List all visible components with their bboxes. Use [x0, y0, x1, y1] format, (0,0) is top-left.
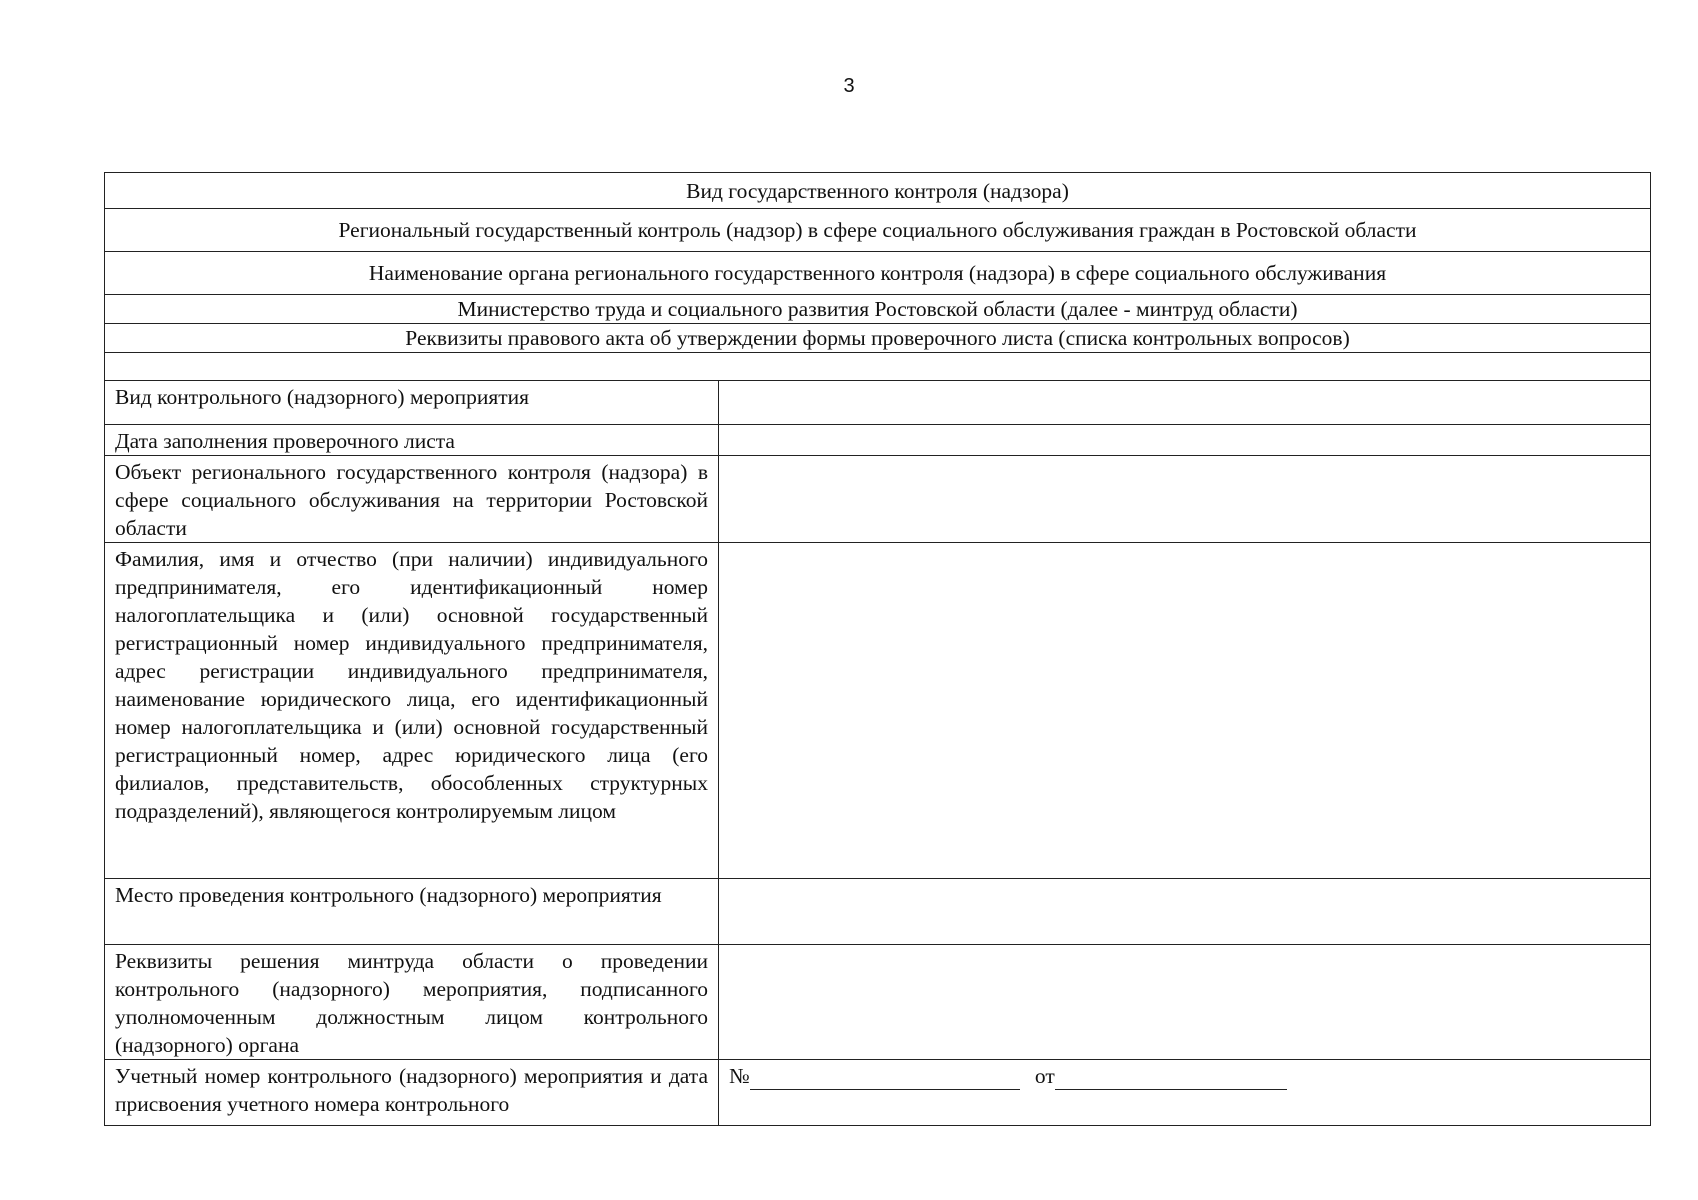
field-value-control-object[interactable]	[719, 456, 1651, 543]
legal-act-heading: Реквизиты правового акта об утверждении формы проверочного листа (списка контрольных вопросов)	[105, 324, 1651, 353]
authority-heading: Наименование органа регионального государственного контроля (надзора) в сфере социального обслуживания	[105, 252, 1651, 295]
from-word: от	[1034, 1064, 1055, 1088]
table-row	[105, 381, 1651, 425]
table-row	[105, 543, 1651, 879]
header-row-legal-act-heading	[105, 324, 1651, 353]
header-row-authority-heading	[105, 252, 1651, 295]
header-row-control-type	[105, 173, 1651, 209]
field-value-event-place[interactable]	[719, 879, 1651, 945]
table-row	[105, 945, 1651, 1060]
field-label-control-object: Объект регионального государственного контроля (надзора) в сфере социального обслуживания на территории Ростовской области	[105, 456, 719, 543]
checklist-form-table	[104, 172, 1651, 1126]
header-row-authority-value	[105, 295, 1651, 324]
field-value-decision-details[interactable]	[719, 945, 1651, 1060]
record-number-blank[interactable]	[750, 1067, 1020, 1090]
table-row	[105, 425, 1651, 456]
field-value-fill-date[interactable]	[719, 425, 1651, 456]
header-row-legal-act-value	[105, 353, 1651, 381]
table-row	[105, 1060, 1651, 1126]
field-value-record-number	[719, 1060, 1651, 1126]
field-label-event-place: Место проведения контрольного (надзорного) мероприятия	[105, 879, 719, 945]
header-row-control-type-value	[105, 209, 1651, 252]
field-label-event-type: Вид контрольного (надзорного) мероприятия	[105, 381, 719, 425]
field-value-controlled-person[interactable]	[719, 543, 1651, 879]
page-number: 3	[843, 75, 855, 97]
authority-value: Министерство труда и социального развития Ростовской области (далее - минтруд области)	[105, 295, 1651, 324]
number-sign: №	[729, 1064, 750, 1088]
control-type-heading: Вид государственного контроля (надзора)	[105, 173, 1651, 209]
field-value-event-type[interactable]	[719, 381, 1651, 425]
table-row	[105, 879, 1651, 945]
control-type-value: Региональный государственный контроль (надзор) в сфере социального обслуживания граждан в Ростовской области	[105, 209, 1651, 252]
field-label-controlled-person: Фамилия, имя и отчество (при наличии) индивидуального предпринимателя, его идентификационный номер налогоплательщика и (или) основной государственный регистрационный номер индивидуального предпринимателя, адрес регистрации индивидуального предпринимателя, наименование юридического лица, его идентификационный номер налогоплательщика и (или) основной государственный регистрационный номер, адрес юридического лица (его филиалов, представительств, обособленных структурных подразделений), являющегося контролируемым лицом	[105, 543, 719, 879]
record-date-blank[interactable]	[1055, 1067, 1287, 1090]
field-label-decision-details: Реквизиты решения минтруда области о проведении контрольного (надзорного) мероприятия, подписанного уполномоченным должностным лицом контрольного (надзорного) органа	[105, 945, 719, 1060]
legal-act-value	[105, 353, 1651, 381]
field-label-fill-date: Дата заполнения проверочного листа	[105, 425, 719, 456]
table-row	[105, 456, 1651, 543]
field-label-record-number: Учетный номер контрольного (надзорного) мероприятия и дата присвоения учетного номера контрольного	[105, 1060, 719, 1126]
